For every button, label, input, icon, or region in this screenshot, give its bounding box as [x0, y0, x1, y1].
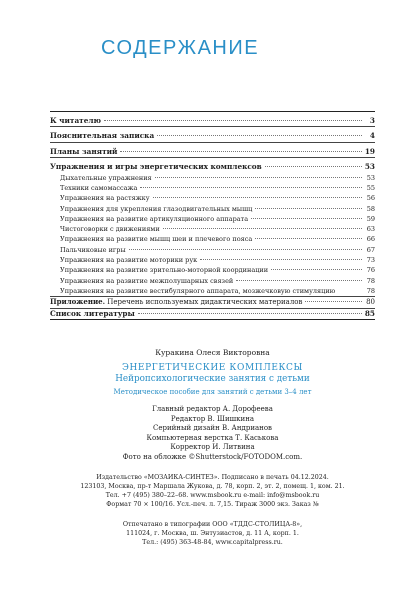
dot-leader [255, 208, 362, 209]
toc-divider [50, 142, 375, 143]
dot-leader [305, 301, 362, 302]
toc-subentry: Упражнения на развитие межполушарных связей 78 [60, 276, 375, 285]
toc-divider [50, 126, 375, 127]
publisher-info [50, 473, 375, 509]
toc-subentry: Пальчиковые игры 67 [60, 245, 375, 254]
dot-leader [236, 280, 362, 281]
publisher-line: Формат 70 × 100/16. Усл.-печ. л. 7,15. Тираж 3000 экз. Заказ № [106, 500, 319, 508]
printer-info [50, 520, 375, 547]
credit-line: Корректор И. Литвина [170, 443, 255, 452]
publisher-line: 123103, Москва, пр-т Маршала Жукова, д. 78, корп. 2, эт. 2, помещ. 1, ком. 21. [80, 482, 345, 490]
book-subtitle: Нейропсихологические занятия с детьми [115, 374, 310, 384]
dot-leader [251, 218, 362, 219]
dot-leader [129, 249, 362, 250]
dot-leader [157, 135, 362, 136]
toc-entry: Планы занятий 19 [50, 146, 375, 156]
toc-subentry: Упражнения на развитие моторики рук 73 [60, 256, 375, 264]
dot-leader [155, 177, 362, 178]
toc-divider [50, 157, 375, 158]
imprint-block [50, 348, 375, 547]
dot-leader [271, 269, 362, 270]
credit-line: Главный редактор А. Дорофеева [152, 405, 273, 413]
printer-line: 111024, г. Москва, ш. Энтузиастов, д. 11 А, корп. 1. [126, 529, 299, 537]
toc-subentry: Техники самомассажа 55 [60, 183, 375, 192]
toc-top-rule [50, 111, 375, 112]
dot-leader [140, 187, 362, 188]
toc-entry-appendix: Приложение. Перечень используемых дидактических материалов 80 [50, 297, 375, 307]
credit-line: Компьютерная верстка Т. Каськова [146, 433, 279, 442]
toc-subentry: Дыхательные упражнения 53 [60, 173, 375, 182]
dot-leader [153, 197, 362, 198]
toc-entry: Список литературы 85 [50, 308, 375, 318]
toc-subentry: Упражнения для укрепления глазодвигательных мышц 58 [60, 204, 375, 213]
author-name: Куракина Олеся Викторовна [155, 348, 270, 357]
dot-leader [255, 238, 362, 239]
printer-line: Тел.: (495) 363-48-84, www.capitalpress.ru. [142, 538, 283, 546]
toc-subentry: Упражнения на растяжку 56 [60, 194, 375, 203]
dot-leader [104, 120, 362, 121]
toc-entry: К читателю 3 [50, 116, 375, 125]
printer-line: Отпечатано в типографии ООО «ТДДС-СТОЛИЦА-8», [122, 520, 303, 528]
page-title: СОДЕРЖАНИЕ [101, 37, 260, 59]
toc-subentry: Чистоговорки с движениями 63 [60, 225, 375, 234]
book-description: Методическое пособие для занятий с детьми 3–4 лет [113, 388, 312, 396]
toc-entry: Упражнения и игры энергетических комплексов 53 [50, 162, 375, 172]
toc-subentry: Упражнения на развитие зрительно-моторной координации 76 [60, 266, 375, 275]
toc-subentry: Упражнения на развитие артикуляционного аппарата 59 [60, 214, 375, 223]
table-of-contents [50, 111, 375, 320]
toc-bottom-rule [50, 319, 375, 320]
dot-leader [200, 259, 362, 260]
dot-leader [163, 228, 362, 229]
dot-leader [120, 151, 361, 152]
toc-subentry: Упражнения на развитие вестибулярного аппарата, мозжечковую стимуляцию 78 [60, 286, 375, 295]
toc-entry: Пояснительная записка 4 [50, 131, 375, 141]
publisher-line: Тел. +7 (495) 380–22–68. www.msbook.ru e-mail: info@msbook.ru [105, 491, 320, 499]
book-title: ЭНЕРГЕТИЧЕСКИЕ КОМПЛЕКСЫ [122, 363, 303, 373]
credit-line: Редактор В. Шишкина [170, 414, 255, 423]
credit-line: Фото на обложке ©Shutterstock/FOTODOM.com. [122, 452, 303, 461]
dot-leader [265, 166, 362, 167]
credit-line: Серийный дизайн В. Андрианов [153, 424, 272, 433]
toc-subentry: Упражнения на развитие мышц шеи и плечевого пояса 66 [60, 235, 375, 244]
publisher-line: Издательство «МОЗАИКА-СИНТЕЗ». Подписано в печать 04.12.2024. [96, 473, 329, 481]
editorial-credits [50, 405, 375, 463]
dot-leader [138, 313, 362, 314]
